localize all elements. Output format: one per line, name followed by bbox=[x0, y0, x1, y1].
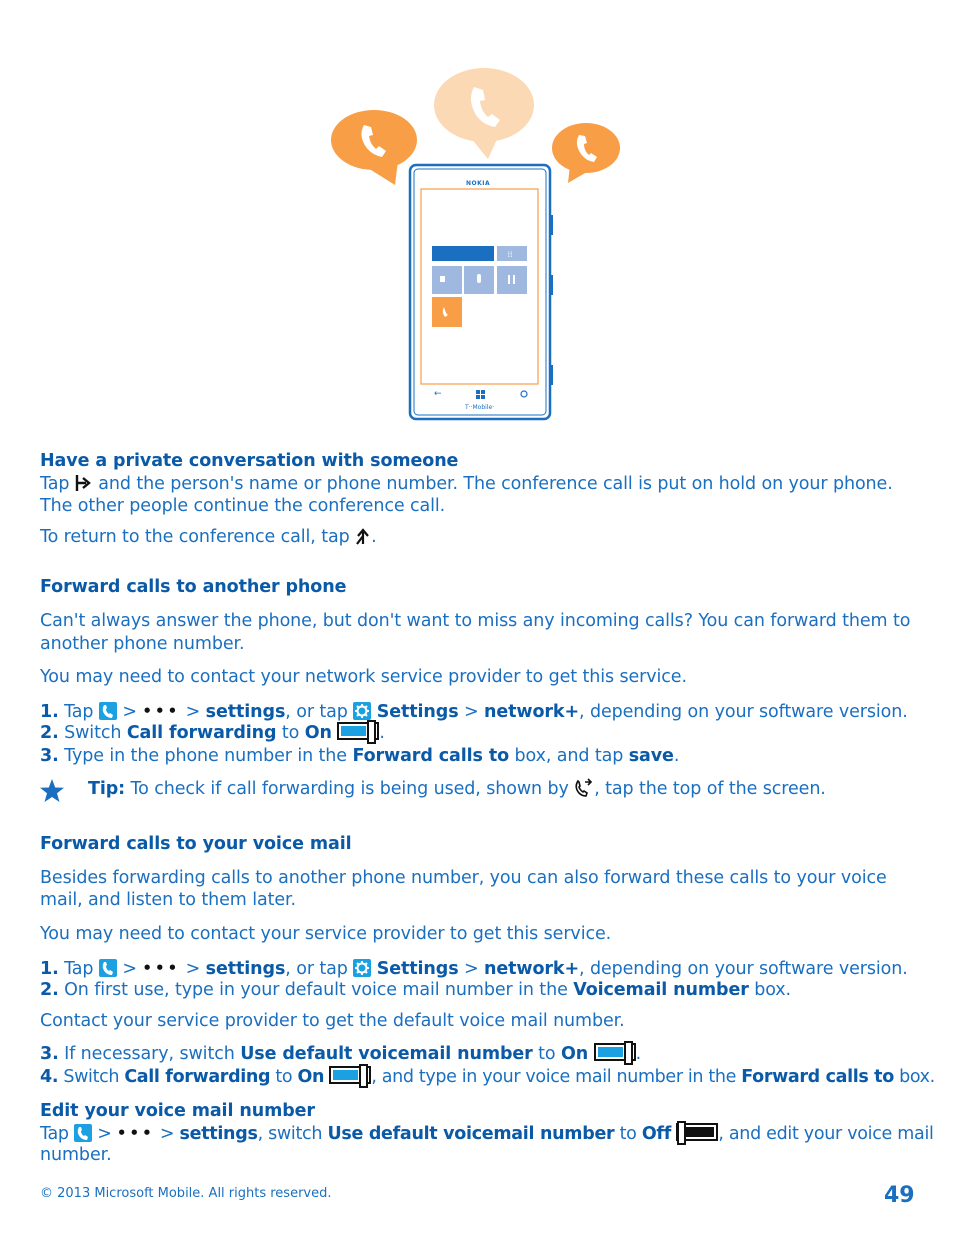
more-icon: ••• bbox=[142, 702, 181, 720]
phone-app-icon bbox=[74, 1124, 92, 1142]
voicemail-step-4: 4. Switch Call forwarding to On , and type in your voice mail number in the Forward calls to box. bbox=[40, 1067, 935, 1087]
forward-step-2: 2. Switch Call forwarding to On . bbox=[40, 723, 385, 743]
forward-step-1: 1. Tap > ••• > settings, or tap Settings > network+, depending on your software version. bbox=[40, 702, 908, 722]
edit-voicemail-line-2: number. bbox=[40, 1145, 112, 1165]
phone-app-icon bbox=[99, 702, 117, 720]
page-number: 49 bbox=[884, 1183, 915, 1208]
paragraph-private-2: To return to the conference call, tap . bbox=[40, 527, 377, 547]
edit-voicemail-line-1: Tap > ••• > settings, switch Use default voicemail number to Off , and edit your voice mail bbox=[40, 1124, 934, 1144]
phone-device bbox=[410, 165, 553, 419]
paragraph-voicemail-1b: mail, and listen to them later. bbox=[40, 890, 296, 910]
svg-text:←: ← bbox=[434, 389, 442, 399]
tip-forwarding: Tip: To check if call forwarding is being used, shown by , tap the top of the screen. bbox=[88, 779, 826, 799]
section-heading-forward-voicemail: Forward calls to your voice mail bbox=[40, 834, 352, 854]
phone-carrier-label: T··Mobile· bbox=[465, 404, 495, 411]
toggle-on-icon bbox=[594, 1043, 636, 1061]
more-icon: ••• bbox=[142, 959, 181, 977]
phone-app-icon bbox=[99, 959, 117, 977]
forward-step-3: 3. Type in the phone number in the Forward calls to box, and tap save. bbox=[40, 746, 680, 766]
voicemail-step-2: 2. On first use, type in your default voice mail number in the Voicemail number box. bbox=[40, 980, 792, 1000]
toggle-off-icon bbox=[676, 1123, 718, 1141]
speech-bubble-center bbox=[434, 68, 534, 159]
phone-brand-label: NOKIA bbox=[466, 180, 491, 187]
tip-star-icon bbox=[39, 779, 65, 803]
section-heading-forward-phone: Forward calls to another phone bbox=[40, 577, 347, 597]
paragraph-voicemail-2: You may need to contact your service provider to get this service. bbox=[40, 924, 612, 944]
voicemail-step-3: 3. If necessary, switch Use default voicemail number to On . bbox=[40, 1044, 642, 1064]
section-heading-edit-voicemail: Edit your voice mail number bbox=[40, 1101, 315, 1121]
paragraph-voicemail-1a: Besides forwarding calls to another phone number, you can also forward these calls to your voice bbox=[40, 868, 887, 888]
paragraph-private-1: Tap and the person's name or phone number. The conference call is put on hold on your phone. bbox=[40, 474, 893, 494]
paragraph-forward-2: You may need to contact your network service provider to get this service. bbox=[40, 667, 687, 687]
toggle-on-icon bbox=[337, 722, 379, 740]
section-heading-private-conversation: Have a private conversation with someone bbox=[40, 451, 459, 471]
merge-calls-icon bbox=[355, 526, 371, 546]
voicemail-step-1: 1. Tap > ••• > settings, or tap Settings > network+, depending on your software version. bbox=[40, 959, 908, 979]
paragraph-voicemail-3: Contact your service provider to get the default voice mail number. bbox=[40, 1011, 625, 1031]
copyright-text: © 2013 Microsoft Mobile. All rights reserved. bbox=[40, 1186, 332, 1201]
call-illustration bbox=[330, 65, 630, 425]
call-forwarding-status-icon bbox=[574, 778, 594, 798]
speech-bubble-right bbox=[552, 123, 620, 183]
toggle-on-icon bbox=[329, 1066, 371, 1084]
svg-text:⁞⁞: ⁞⁞ bbox=[507, 250, 513, 259]
paragraph-forward-1a: Can't always answer the phone, but don't want to miss any incoming calls? You can forward them to bbox=[40, 611, 911, 631]
more-icon: ••• bbox=[116, 1124, 155, 1142]
settings-gear-icon bbox=[353, 702, 371, 720]
private-call-icon bbox=[75, 473, 93, 493]
paragraph-forward-1b: another phone number. bbox=[40, 634, 245, 654]
settings-gear-icon bbox=[353, 959, 371, 977]
paragraph-private-1b: The other people continue the conference call. bbox=[40, 496, 446, 516]
speech-bubble-left bbox=[331, 110, 417, 185]
